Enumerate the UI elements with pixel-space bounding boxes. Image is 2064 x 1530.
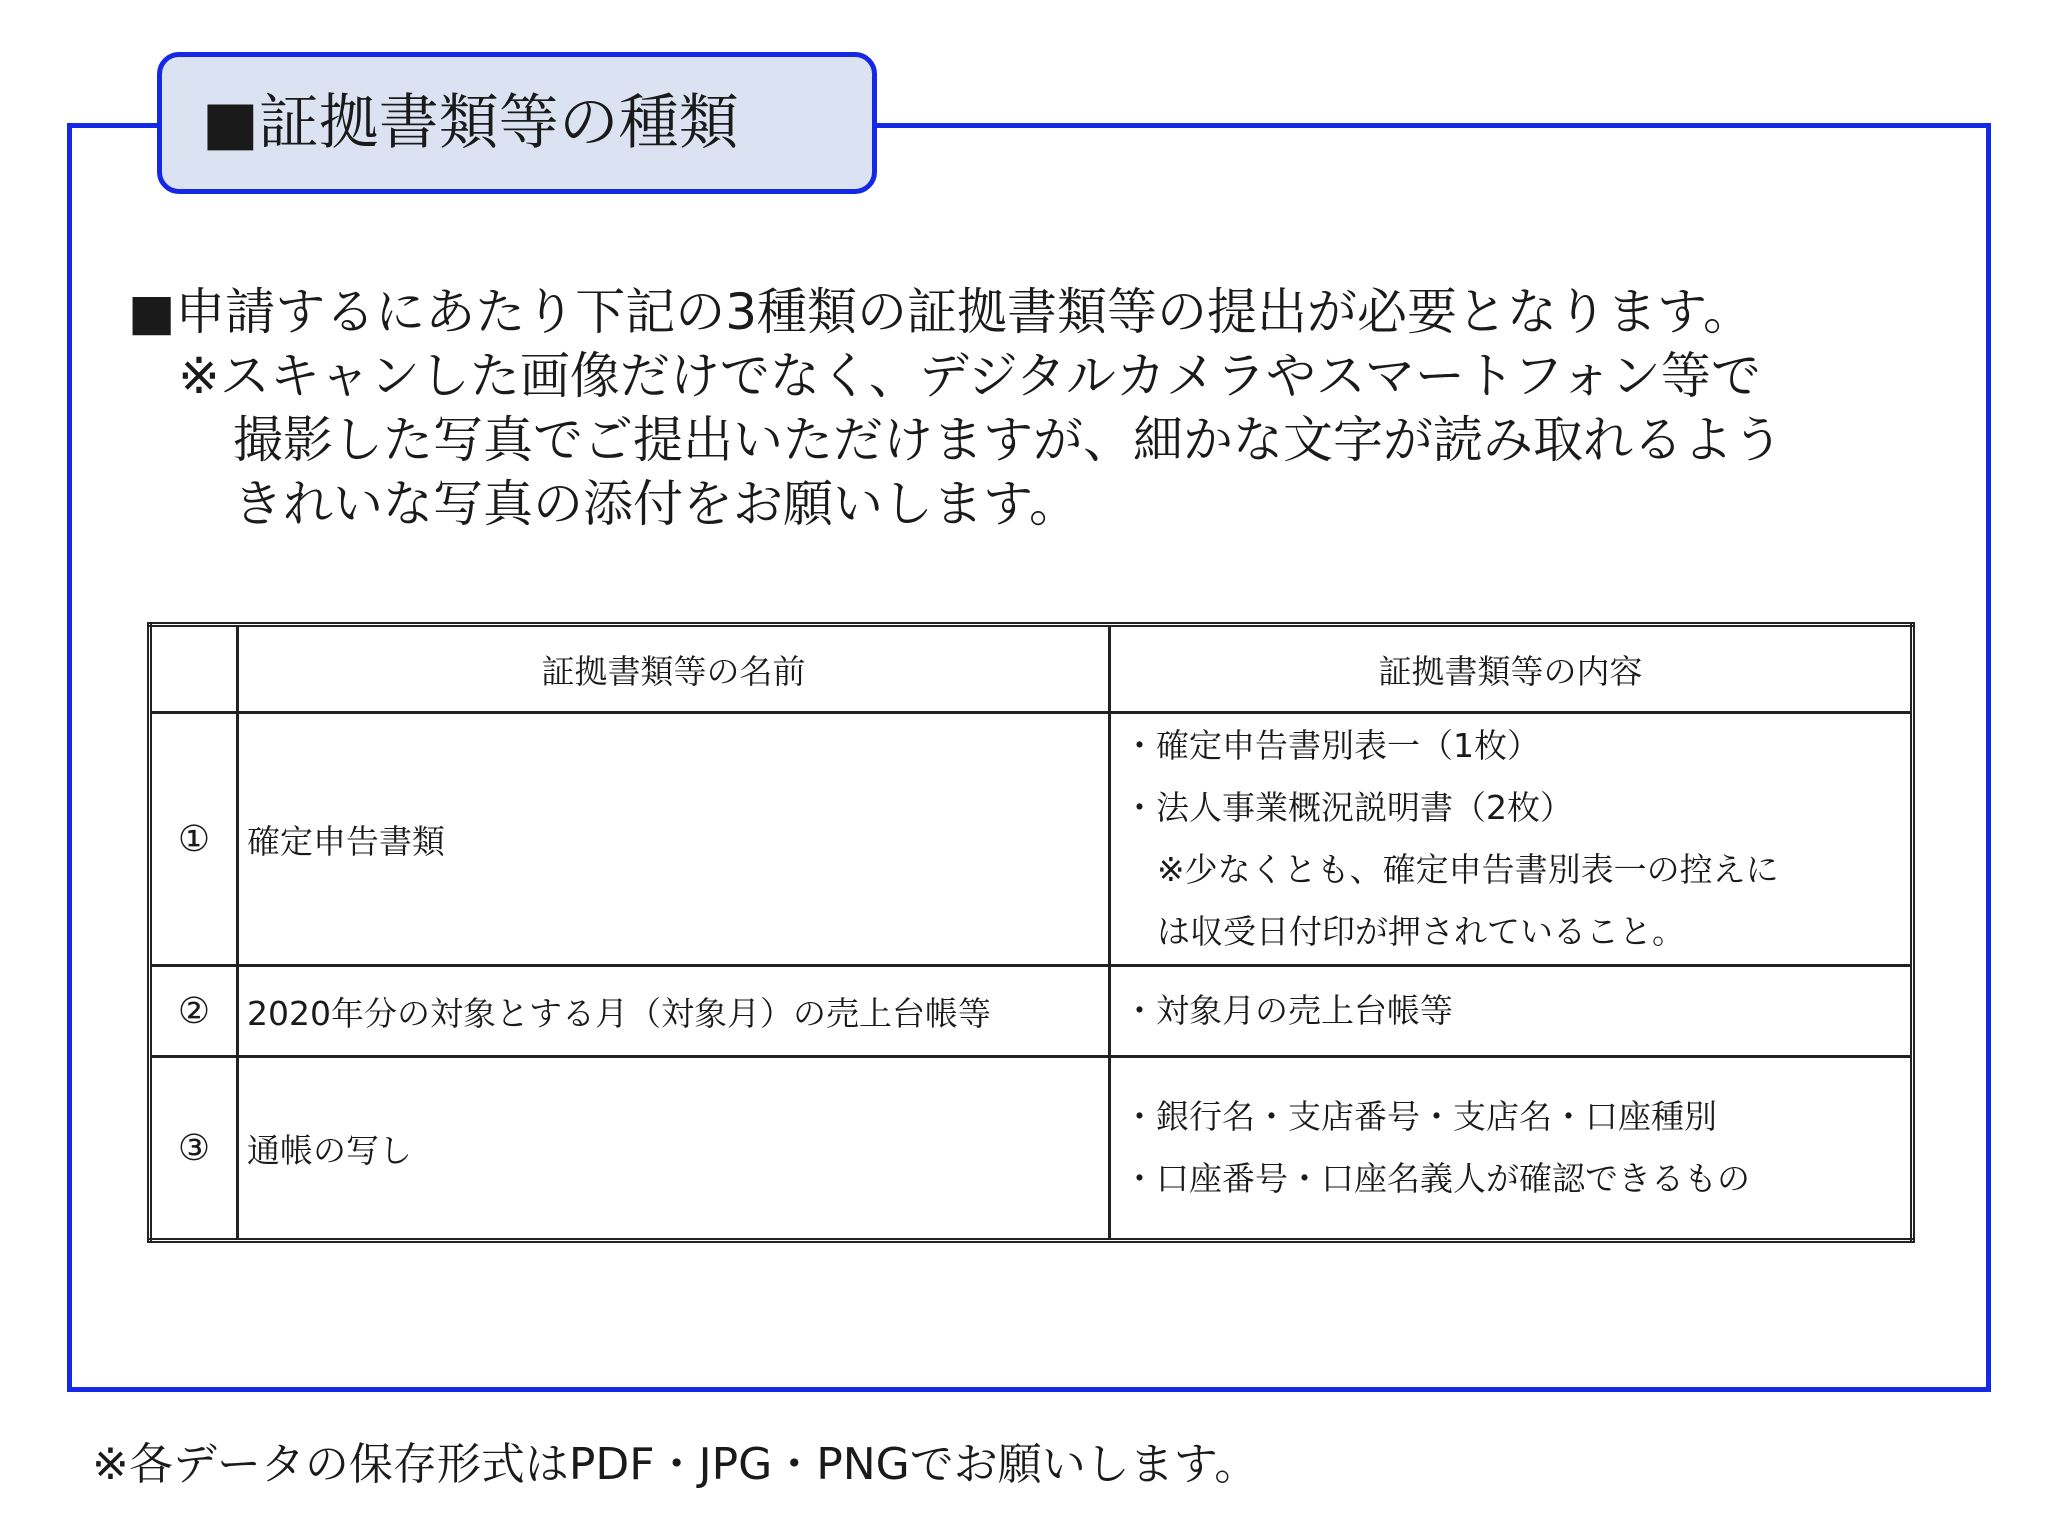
intro-note-line-1: ※スキャンした画像だけでなく、デジタルカメラやスマートフォン等で bbox=[178, 347, 1761, 405]
documents-table bbox=[147, 622, 1915, 1243]
document-name: 通帳の写し bbox=[238, 1057, 1110, 1241]
content-item: ・口座番号・口座名義人が確認できるもの bbox=[1123, 1159, 1750, 1198]
document-content bbox=[1110, 1057, 1913, 1241]
content-item: ・確定申告書別表一（1枚） bbox=[1123, 726, 1540, 765]
row-number: ② bbox=[150, 966, 238, 1057]
document-name: 確定申告書類 bbox=[238, 713, 1110, 966]
file-format-note: ※各データの保存形式はPDF・JPG・PNGでお願いします。 bbox=[92, 1439, 1259, 1490]
document-content bbox=[1110, 713, 1913, 966]
table-header-row bbox=[150, 625, 1913, 713]
content-note: は収受日付印が押されていること。 bbox=[1157, 912, 1685, 951]
content-note: ※少なくとも、確定申告書別表一の控えに bbox=[1157, 850, 1779, 889]
table-row bbox=[150, 1057, 1913, 1241]
content-item: ・法人事業概況説明書（2枚） bbox=[1123, 788, 1573, 827]
table-row bbox=[150, 713, 1913, 966]
document-content bbox=[1110, 966, 1913, 1057]
row-number: ① bbox=[150, 713, 238, 966]
intro-text bbox=[128, 280, 1988, 536]
intro-note-line-3: きれいな写真の添付をお願いします。 bbox=[233, 475, 1079, 533]
section-heading: ■証拠書類等の種類 bbox=[157, 52, 877, 194]
header-name: 証拠書類等の名前 bbox=[238, 625, 1110, 713]
row-number: ③ bbox=[150, 1057, 238, 1241]
intro-note-line-2: 撮影した写真でご提出いただけますが、細かな文字が読み取れるよう bbox=[233, 411, 1783, 469]
document-name: 2020年分の対象とする月（対象月）の売上台帳等 bbox=[238, 966, 1110, 1057]
header-content: 証拠書類等の内容 bbox=[1110, 625, 1913, 713]
content-item: ・銀行名・支店番号・支店名・口座種別 bbox=[1123, 1097, 1717, 1136]
intro-line: ■申請するにあたり下記の3種類の証拠書類等の提出が必要となります。 bbox=[128, 283, 1754, 341]
header-num bbox=[150, 625, 238, 713]
table-row bbox=[150, 966, 1913, 1057]
content-item: ・対象月の売上台帳等 bbox=[1123, 991, 1453, 1030]
